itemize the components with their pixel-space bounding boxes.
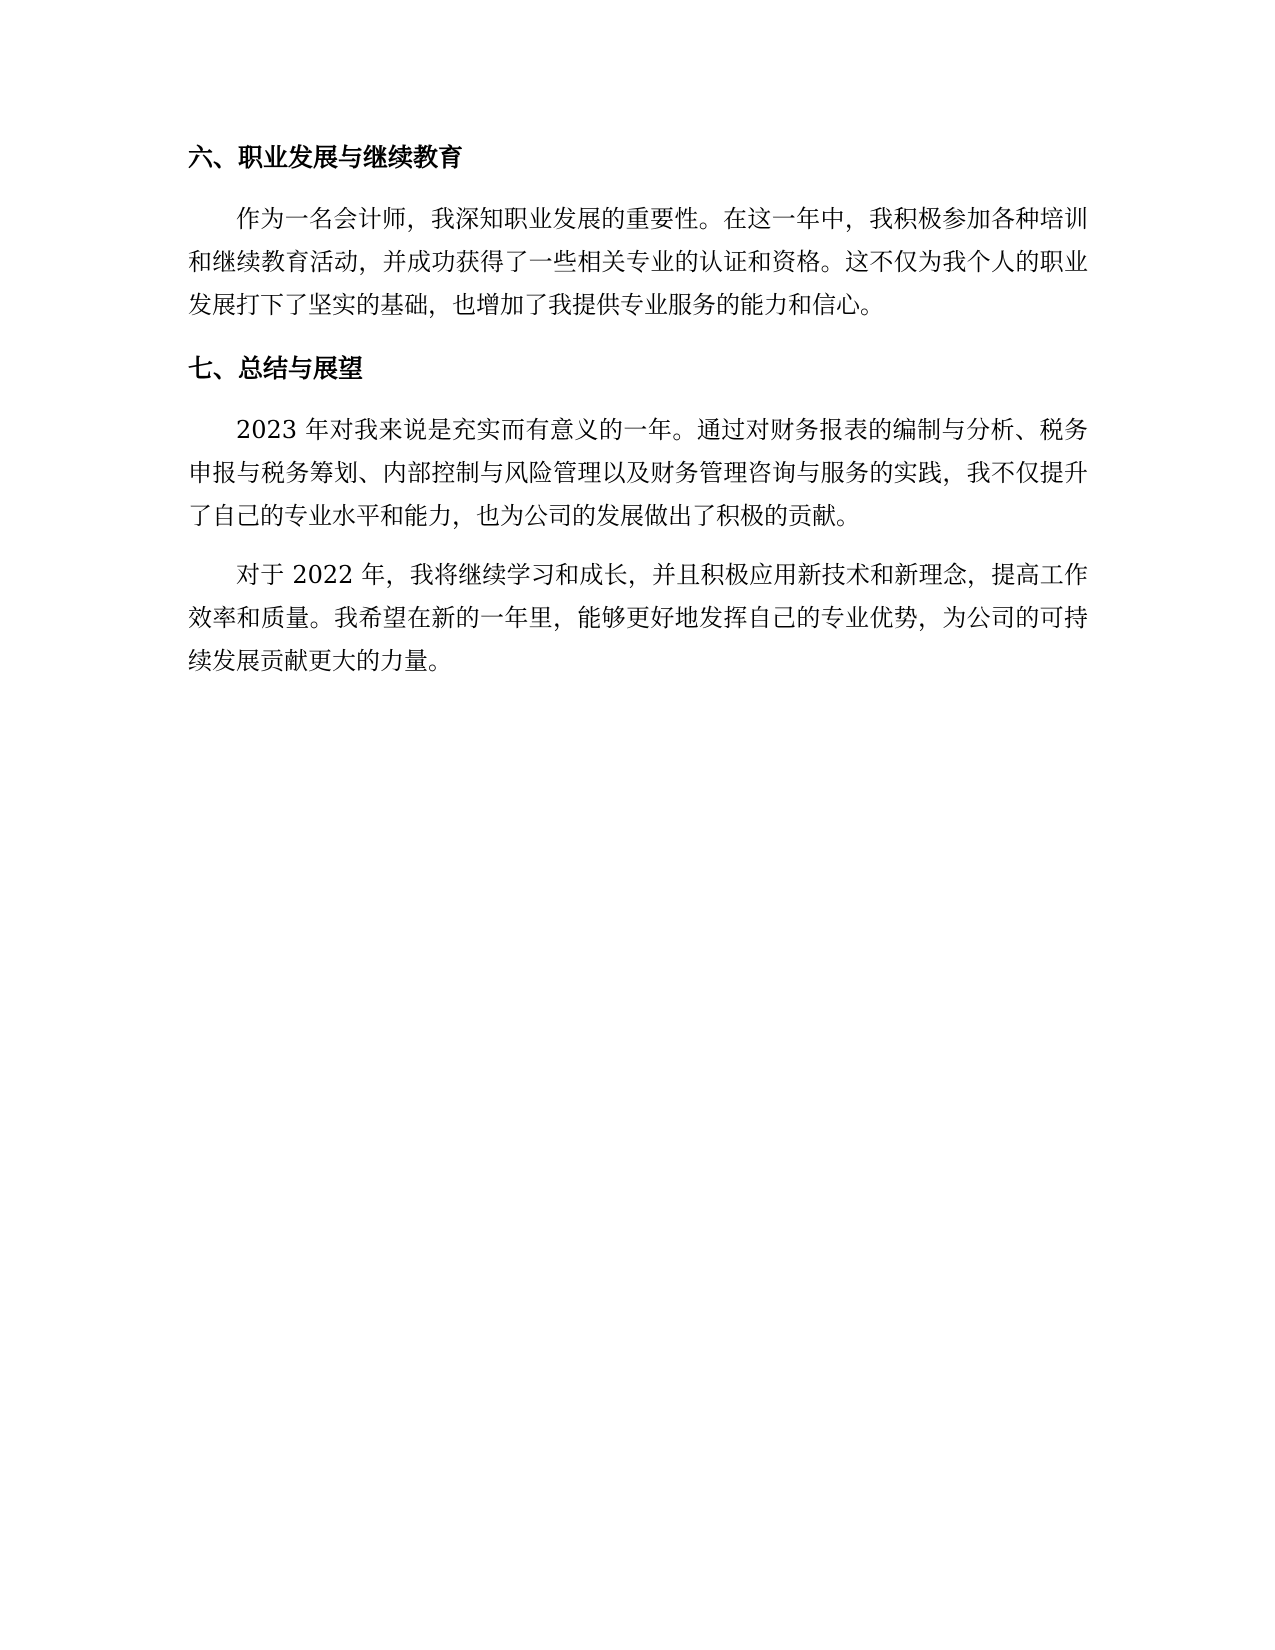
paragraph-summary-2023: 2023 年对我来说是充实而有意义的一年。通过对财务报表的编制与分析、税务申报与税务筹划、内部控制与风险管理以及财务管理咨询与服务的实践，我不仅提升了自己的专业水平和能力，也为公司的发展做出了积极的贡献。 bbox=[188, 416, 1088, 530]
section-spacer bbox=[188, 343, 1088, 351]
section-heading-summary-outlook: 七、总结与展望 bbox=[188, 354, 364, 383]
section-heading-career-development: 六、职业发展与继续教育 bbox=[188, 143, 464, 172]
paragraph-outlook: 对于 2022 年，我将继续学习和成长，并且积极应用新技术和新理念，提高工作效率和质量。我希望在新的一年里，能够更好地发挥自己的专业优势，为公司的可持续发展贡献更大的力量。 bbox=[188, 561, 1088, 675]
paragraph-career-development: 作为一名会计师，我深知职业发展的重要性。在这一年中，我积极参加各种培训和继续教育活动，并成功获得了一些相关专业的认证和资格。这不仅为我个人的职业发展打下了坚实的基础，也增加了我提供专业服务的能力和信心。 bbox=[188, 205, 1088, 319]
document-body bbox=[188, 140, 1088, 699]
